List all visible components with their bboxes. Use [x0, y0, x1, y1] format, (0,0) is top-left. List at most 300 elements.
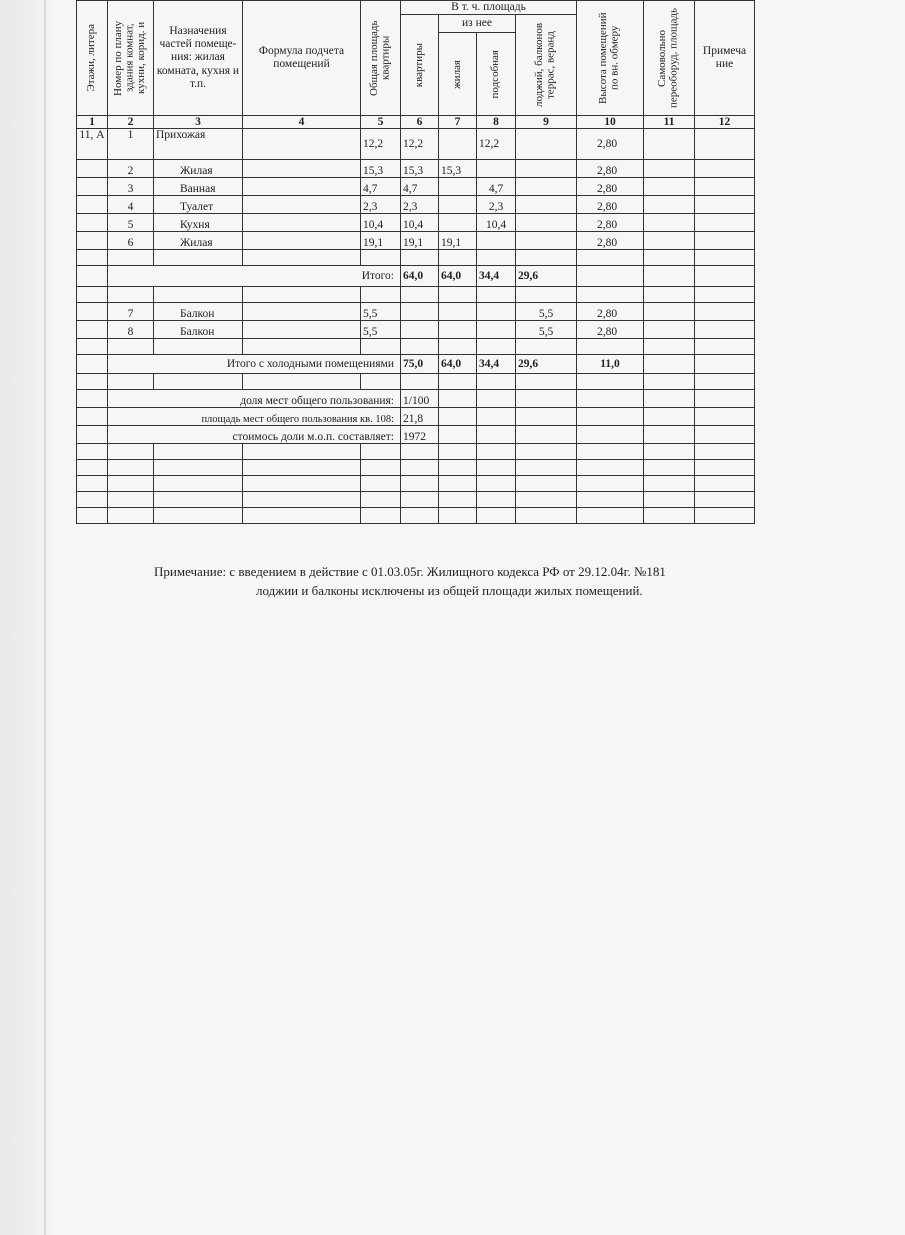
- explication-table: [76, 0, 755, 524]
- auxiliary-area-cell: [477, 232, 516, 250]
- blank-cell: [577, 444, 644, 460]
- blank-cell: [361, 339, 401, 355]
- blank-cell: [695, 476, 755, 492]
- blank-cell: [361, 460, 401, 476]
- auxiliary-area-cell: 12,2: [477, 129, 516, 160]
- blank-row: [77, 339, 755, 355]
- table-row: [77, 303, 755, 321]
- blank-cell: [401, 444, 439, 460]
- blank-cell: [577, 508, 644, 524]
- room-name-cell: Балкон: [154, 303, 243, 321]
- blank-cell: [439, 476, 477, 492]
- room-number-cell: 8: [108, 321, 154, 339]
- auxiliary-area-cell: 10,4: [477, 214, 516, 232]
- auxiliary-area-cell: [477, 321, 516, 339]
- blank-cell: [644, 408, 695, 426]
- scan-edge-line: [44, 0, 46, 1235]
- blank-cell: [243, 374, 361, 390]
- subtotal-auxiliary-area: 29,6: [516, 266, 577, 287]
- blank-cell: [439, 426, 477, 444]
- blank-cell: [243, 476, 361, 492]
- unauthorized-cell: [644, 214, 695, 232]
- blank-cell: [154, 339, 243, 355]
- room-number-cell: 7: [108, 303, 154, 321]
- blank-cell: [695, 408, 755, 426]
- table-row: [77, 178, 755, 196]
- auxiliary-area-cell: [477, 160, 516, 178]
- blank-cell: [361, 476, 401, 492]
- total-area-cell: 5,5: [361, 321, 401, 339]
- header-living-area: жилая: [439, 32, 477, 115]
- blank-cell: [439, 444, 477, 460]
- blank-cell: [577, 266, 644, 287]
- blank-cell: [401, 339, 439, 355]
- blank-cell: [477, 476, 516, 492]
- blank-cell: [154, 287, 243, 303]
- blank-cell: [695, 444, 755, 460]
- header-floor: Этажи, литера: [77, 1, 108, 116]
- column-numbers-row: [77, 116, 755, 129]
- header-auxiliary-area: подсобная: [477, 32, 516, 115]
- column-number: 1: [77, 116, 108, 129]
- blank-cell: [361, 374, 401, 390]
- blank-cell: [644, 508, 695, 524]
- header-height: Высота помещений по вн. обмеру: [577, 1, 644, 116]
- subtotal-label: Итого:: [108, 266, 401, 287]
- blank-cell: [77, 374, 108, 390]
- blank-row: [77, 287, 755, 303]
- blank-cell: [577, 476, 644, 492]
- balcony-area-cell: [516, 178, 577, 196]
- note-block: [150, 562, 770, 600]
- blank-cell: [401, 374, 439, 390]
- blank-cell: [695, 339, 755, 355]
- blank-cell: [439, 408, 477, 426]
- room-name-cell: Жилая: [154, 160, 243, 178]
- blank-cell: [243, 444, 361, 460]
- room-number-cell: 3: [108, 178, 154, 196]
- column-number: 8: [477, 116, 516, 129]
- blank-cell: [439, 250, 477, 266]
- blank-cell: [577, 460, 644, 476]
- blank-cell: [77, 492, 108, 508]
- unauthorized-cell: [644, 303, 695, 321]
- unauthorized-cell: [644, 232, 695, 250]
- apartment-area-cell: [401, 303, 439, 321]
- living-area-cell: [439, 321, 477, 339]
- blank-cell: [644, 355, 695, 374]
- common-area-value: 21,8: [401, 408, 439, 426]
- blank-cell: [516, 374, 577, 390]
- total-area-cell: 15,3: [361, 160, 401, 178]
- formula-cell: [243, 214, 361, 232]
- header-of-which: из нее: [439, 15, 516, 33]
- remarks-cell: [695, 321, 755, 339]
- unauthorized-cell: [644, 196, 695, 214]
- unauthorized-cell: [644, 321, 695, 339]
- blank-cell: [77, 460, 108, 476]
- unauthorized-cell: [644, 178, 695, 196]
- header-room-purpose: Назначения частей помеще-ния: жилая комната, кухня и т.п.: [154, 1, 243, 116]
- blank-cell: [695, 355, 755, 374]
- living-area-cell: 15,3: [439, 160, 477, 178]
- column-number: 6: [401, 116, 439, 129]
- height-cell: 2,80: [577, 196, 644, 214]
- blank-cell: [516, 250, 577, 266]
- blank-cell: [644, 390, 695, 408]
- blank-cell: [243, 250, 361, 266]
- room-name-cell: Прихожая: [154, 129, 243, 160]
- blank-cell: [644, 426, 695, 444]
- blank-cell: [154, 460, 243, 476]
- grand-total-living-area: 34,4: [477, 355, 516, 374]
- blank-cell: [644, 287, 695, 303]
- blank-cell: [477, 390, 516, 408]
- blank-cell: [401, 476, 439, 492]
- blank-cell: [644, 460, 695, 476]
- blank-cell: [77, 426, 108, 444]
- blank-row: [77, 250, 755, 266]
- unauthorized-cell: [644, 129, 695, 160]
- table-row: [77, 196, 755, 214]
- table-row: [77, 129, 755, 160]
- column-number: 12: [695, 116, 755, 129]
- apartment-area-cell: [401, 321, 439, 339]
- common-share-row: [77, 390, 755, 408]
- blank-cell: [516, 444, 577, 460]
- blank-cell: [577, 390, 644, 408]
- blank-cell: [439, 374, 477, 390]
- note-line-2: лоджии и балконы исключены из общей площади жилых помещений.: [256, 583, 643, 598]
- blank-cell: [516, 339, 577, 355]
- blank-cell: [154, 250, 243, 266]
- blank-cell: [577, 426, 644, 444]
- blank-cell: [644, 266, 695, 287]
- blank-cell: [108, 492, 154, 508]
- blank-cell: [644, 444, 695, 460]
- header-room-number: Номер по плану здания комнат, кухни, корид. и: [108, 1, 154, 116]
- blank-cell: [577, 408, 644, 426]
- blank-cell: [695, 374, 755, 390]
- blank-cell: [77, 287, 108, 303]
- living-area-cell: [439, 196, 477, 214]
- blank-cell: [108, 476, 154, 492]
- table-row: [77, 232, 755, 250]
- blank-cell: [77, 476, 108, 492]
- blank-cell: [361, 444, 401, 460]
- column-number: 7: [439, 116, 477, 129]
- balcony-area-cell: [516, 196, 577, 214]
- subtotal-apartment-area: 64,0: [439, 266, 477, 287]
- common-cost-value: 1972: [401, 426, 439, 444]
- blank-cell: [695, 250, 755, 266]
- common-area-label: площадь мест общего пользования кв. 108:: [108, 408, 401, 426]
- header-unauthorized-area: Самовольно переобоpуд. площадь: [644, 1, 695, 116]
- blank-cell: [477, 444, 516, 460]
- blank-cell: [477, 408, 516, 426]
- common-share-label: доля мест общего пользования:: [108, 390, 401, 408]
- blank-cell: [243, 287, 361, 303]
- blank-row: [77, 460, 755, 476]
- floor-cell: [77, 321, 108, 339]
- blank-cell: [477, 339, 516, 355]
- remarks-cell: [695, 232, 755, 250]
- blank-cell: [108, 250, 154, 266]
- blank-cell: [243, 508, 361, 524]
- blank-cell: [577, 492, 644, 508]
- height-cell: 2,80: [577, 232, 644, 250]
- blank-cell: [243, 492, 361, 508]
- room-number-cell: 5: [108, 214, 154, 232]
- floor-cell: [77, 214, 108, 232]
- blank-cell: [77, 266, 108, 287]
- blank-cell: [477, 287, 516, 303]
- apartment-area-cell: 4,7: [401, 178, 439, 196]
- room-name-cell: Туалет: [154, 196, 243, 214]
- blank-cell: [695, 426, 755, 444]
- room-number-cell: 1: [108, 129, 154, 160]
- room-name-cell: Жилая: [154, 232, 243, 250]
- header-balcony-area: лоджий, балконов террас, веранд: [516, 15, 577, 116]
- formula-cell: [243, 321, 361, 339]
- blank-cell: [401, 492, 439, 508]
- blank-cell: [439, 287, 477, 303]
- common-cost-row: [77, 426, 755, 444]
- table-row: [77, 214, 755, 232]
- height-cell: 2,80: [577, 321, 644, 339]
- blank-row: [77, 508, 755, 524]
- blank-cell: [154, 476, 243, 492]
- blank-cell: [439, 492, 477, 508]
- blank-cell: [644, 476, 695, 492]
- grand-total-apartment-area: 64,0: [439, 355, 477, 374]
- remarks-cell: [695, 160, 755, 178]
- blank-cell: [516, 390, 577, 408]
- column-number: 3: [154, 116, 243, 129]
- blank-cell: [77, 508, 108, 524]
- common-area-row: [77, 408, 755, 426]
- blank-cell: [77, 444, 108, 460]
- total-area-cell: 19,1: [361, 232, 401, 250]
- height-cell: 2,80: [577, 129, 644, 160]
- subtotal-living-area: 34,4: [477, 266, 516, 287]
- blank-cell: [77, 339, 108, 355]
- formula-cell: [243, 178, 361, 196]
- floor-cell: [77, 196, 108, 214]
- grand-total-auxiliary-area: 29,6: [516, 355, 577, 374]
- blank-row: [77, 444, 755, 460]
- apartment-area-cell: 19,1: [401, 232, 439, 250]
- blank-cell: [401, 287, 439, 303]
- blank-cell: [401, 460, 439, 476]
- room-number-cell: 2: [108, 160, 154, 178]
- blank-cell: [695, 266, 755, 287]
- blank-cell: [108, 460, 154, 476]
- blank-cell: [695, 460, 755, 476]
- blank-cell: [577, 339, 644, 355]
- balcony-area-cell: [516, 214, 577, 232]
- blank-cell: [154, 444, 243, 460]
- blank-cell: [77, 355, 108, 374]
- floor-cell: [77, 178, 108, 196]
- blank-cell: [243, 460, 361, 476]
- blank-cell: [577, 287, 644, 303]
- blank-cell: [695, 508, 755, 524]
- formula-cell: [243, 232, 361, 250]
- blank-cell: [108, 508, 154, 524]
- note-line-1: Примечание: с введением в действие с 01.03.05г. Жилищного кодекса РФ от 29.12.04г. №181: [154, 564, 666, 579]
- column-number: 2: [108, 116, 154, 129]
- blank-cell: [154, 492, 243, 508]
- blank-cell: [154, 374, 243, 390]
- blank-cell: [439, 508, 477, 524]
- scan-edge-shadow: [0, 0, 56, 1235]
- grand-total-total-area: 75,0: [401, 355, 439, 374]
- blank-cell: [154, 508, 243, 524]
- formula-cell: [243, 129, 361, 160]
- blank-cell: [516, 508, 577, 524]
- grand-total-label: Итого с холодными помещениями: [108, 355, 401, 374]
- blank-cell: [644, 250, 695, 266]
- column-number: 5: [361, 116, 401, 129]
- height-cell: 2,80: [577, 214, 644, 232]
- balcony-area-cell: 5,5: [516, 303, 577, 321]
- blank-cell: [108, 444, 154, 460]
- blank-cell: [516, 492, 577, 508]
- remarks-cell: [695, 196, 755, 214]
- remarks-cell: [695, 129, 755, 160]
- total-area-cell: 2,3: [361, 196, 401, 214]
- blank-cell: [401, 250, 439, 266]
- room-name-cell: Кухня: [154, 214, 243, 232]
- blank-row: [77, 476, 755, 492]
- room-number-cell: 4: [108, 196, 154, 214]
- blank-cell: [108, 374, 154, 390]
- blank-cell: [361, 287, 401, 303]
- blank-cell: [516, 476, 577, 492]
- floor-cell: [77, 160, 108, 178]
- blank-cell: [401, 508, 439, 524]
- blank-cell: [477, 492, 516, 508]
- common-cost-label: стоимось доли м.о.п. составляет:: [108, 426, 401, 444]
- blank-cell: [439, 339, 477, 355]
- formula-cell: [243, 303, 361, 321]
- living-area-cell: [439, 303, 477, 321]
- auxiliary-area-cell: [477, 303, 516, 321]
- blank-cell: [439, 390, 477, 408]
- total-area-cell: 12,2: [361, 129, 401, 160]
- subtotal-total-area: 64,0: [401, 266, 439, 287]
- blank-cell: [477, 508, 516, 524]
- formula-cell: [243, 160, 361, 178]
- common-share-value: 1/100: [401, 390, 439, 408]
- column-number: 11: [644, 116, 695, 129]
- living-area-cell: 19,1: [439, 232, 477, 250]
- blank-cell: [108, 287, 154, 303]
- balcony-area-cell: 5,5: [516, 321, 577, 339]
- living-area-cell: [439, 178, 477, 196]
- blank-cell: [108, 339, 154, 355]
- room-number-cell: 6: [108, 232, 154, 250]
- blank-cell: [695, 492, 755, 508]
- apartment-area-cell: 15,3: [401, 160, 439, 178]
- room-name-cell: Ванная: [154, 178, 243, 196]
- table-row: [77, 160, 755, 178]
- blank-cell: [695, 287, 755, 303]
- blank-cell: [644, 492, 695, 508]
- blank-cell: [516, 408, 577, 426]
- blank-cell: [361, 492, 401, 508]
- auxiliary-area-cell: 4,7: [477, 178, 516, 196]
- balcony-area-cell: [516, 129, 577, 160]
- blank-cell: [243, 339, 361, 355]
- blank-cell: [477, 374, 516, 390]
- blank-cell: [516, 287, 577, 303]
- apartment-area-cell: 12,2: [401, 129, 439, 160]
- room-name-cell: Балкон: [154, 321, 243, 339]
- explication-sheet: [76, 0, 754, 524]
- height-cell: 2,80: [577, 303, 644, 321]
- blank-cell: [577, 374, 644, 390]
- blank-cell: [361, 508, 401, 524]
- blank-cell: [477, 460, 516, 476]
- blank-cell: [644, 339, 695, 355]
- header-including-area: В т. ч. площадь: [401, 1, 577, 15]
- balcony-area-cell: [516, 232, 577, 250]
- blank-cell: [77, 408, 108, 426]
- blank-cell: [516, 460, 577, 476]
- blank-cell: [577, 250, 644, 266]
- blank-cell: [361, 250, 401, 266]
- living-area-cell: [439, 214, 477, 232]
- blank-row: [77, 374, 755, 390]
- blank-cell: [516, 426, 577, 444]
- subtotal-row: [77, 266, 755, 287]
- apartment-area-cell: 2,3: [401, 196, 439, 214]
- table-row: [77, 321, 755, 339]
- remarks-cell: [695, 214, 755, 232]
- blank-cell: [695, 390, 755, 408]
- unauthorized-cell: [644, 160, 695, 178]
- auxiliary-area-cell: 2,3: [477, 196, 516, 214]
- blank-cell: [77, 390, 108, 408]
- remarks-cell: [695, 303, 755, 321]
- blank-cell: [77, 250, 108, 266]
- column-number: 9: [516, 116, 577, 129]
- total-area-cell: 5,5: [361, 303, 401, 321]
- header-total-area: Общая площадь квартиры: [361, 1, 401, 116]
- blank-row: [77, 492, 755, 508]
- height-cell: 2,80: [577, 178, 644, 196]
- remarks-cell: [695, 178, 755, 196]
- header-apartment-area: квартиры: [401, 15, 439, 116]
- balcony-area-cell: [516, 160, 577, 178]
- floor-cell: [77, 303, 108, 321]
- header-formula: Формула подчета помещений: [243, 1, 361, 116]
- living-area-cell: [439, 129, 477, 160]
- formula-cell: [243, 196, 361, 214]
- blank-cell: [644, 374, 695, 390]
- apartment-area-cell: 10,4: [401, 214, 439, 232]
- grand-total-row: [77, 355, 755, 374]
- column-number: 10: [577, 116, 644, 129]
- floor-cell: 11, А: [77, 129, 108, 160]
- column-number: 4: [243, 116, 361, 129]
- header-remarks: Примеча ние: [695, 1, 755, 116]
- total-area-cell: 10,4: [361, 214, 401, 232]
- blank-cell: [477, 250, 516, 266]
- height-cell: 2,80: [577, 160, 644, 178]
